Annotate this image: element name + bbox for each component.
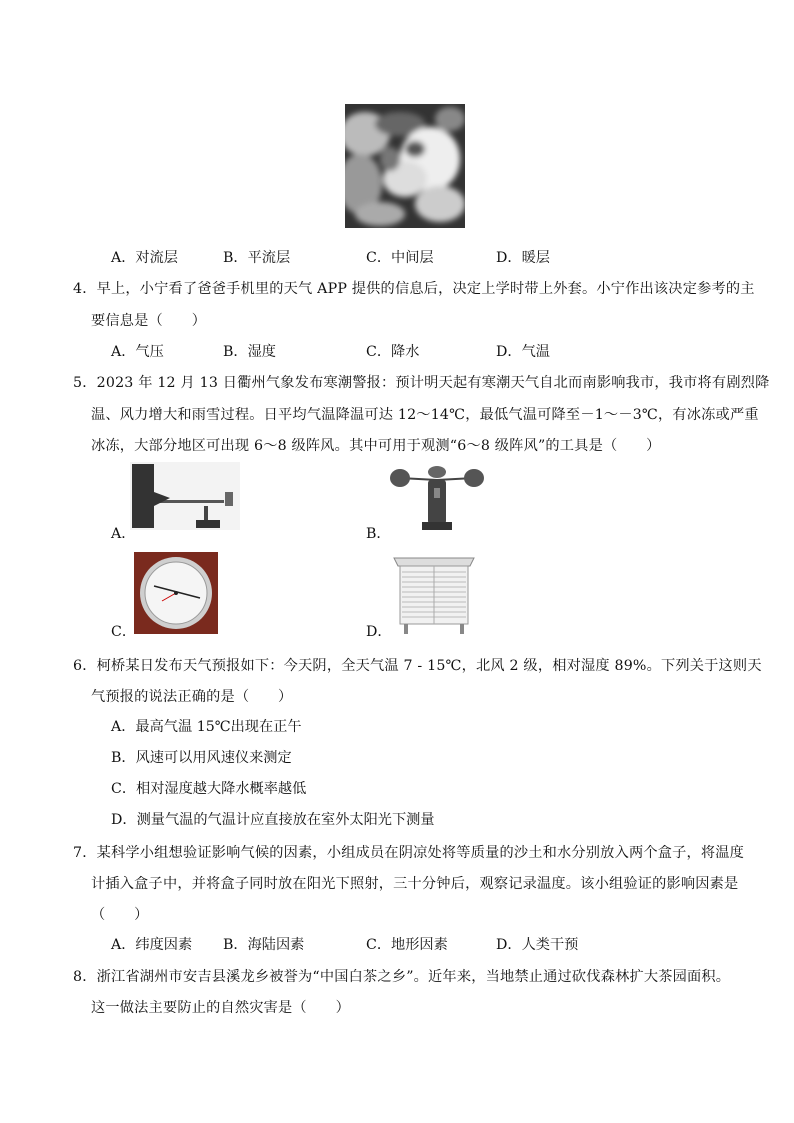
q8-text-line2: 这一做法主要防止的自然灾害是（ ） <box>91 1000 350 1016</box>
q7-option-a: A．纬度因素 <box>111 937 193 953</box>
q5-text-line1: 5．2023 年 12 月 13 日衢州气象发布寒潮警报：预计明天起有寒潮天气自北而南影响我市，我市将有剧烈降 <box>73 375 770 391</box>
q6-text-line1: 6．柯桥某日发布天气预报如下：今天阴，全天气温 7 - 15℃，北风 2 级，相对湿度 89%。下列关于这则天 <box>73 658 762 674</box>
satellite-cloud-image <box>345 104 465 228</box>
q7-text-line3: （ ） <box>91 907 149 923</box>
instrument-shelter-image <box>392 552 476 634</box>
q5-option-a: A． <box>111 526 136 542</box>
q7-option-d: D．人类干预 <box>496 937 579 953</box>
q5-text-line2: 温、风力增大和雨雪过程。日平均气温降温可达 12～14℃，最低气温可降至－1～－3℃，有冰冻或严重 <box>91 407 759 423</box>
q7-text-line1: 7．某科学小组想验证影响气候的因素，小组成员在阴凉处将等质量的沙土和水分别放入两个盒子，将温度 <box>73 845 745 861</box>
q4-text-line1: 4．早上，小宁看了爸爸手机里的天气 APP 提供的信息后，决定上学时带上外套。小宁作出该决定参考的主 <box>73 281 755 297</box>
q3-option-a: A．对流层 <box>111 250 178 266</box>
q6-option-a: A．最高气温 15℃出现在正午 <box>111 719 302 735</box>
wind-vane-image <box>130 462 240 530</box>
q7-text-line2: 计插入盒子中，并将盒子同时放在阳光下照射，三十分钟后，观察记录温度。该小组验证的影响因素是 <box>91 876 739 892</box>
q6-option-c: C．相对湿度越大降水概率越低 <box>111 781 307 797</box>
barometer-image <box>134 552 218 634</box>
q3-option-b: B．平流层 <box>223 250 291 266</box>
q5-option-d: D． <box>366 624 392 640</box>
q7-option-c: C．地形因素 <box>366 937 448 953</box>
q4-text-line2: 要信息是（ ） <box>91 313 207 329</box>
q6-option-b: B．风速可以用风速仪来测定 <box>111 750 292 766</box>
q5-text-line3: 冰冻，大部分地区可出现 6～8 级阵风。其中可用于观测“6～8 级阵风”的工具是（ ） <box>91 438 661 454</box>
q4-option-d: D．气温 <box>496 344 550 360</box>
q5-option-b: B． <box>366 526 391 542</box>
q3-option-d: D．暖层 <box>496 250 550 266</box>
q5-option-c: C． <box>111 624 137 640</box>
q4-option-b: B．湿度 <box>223 344 276 360</box>
q7-option-b: B．海陆因素 <box>223 937 305 953</box>
q6-text-line2: 气预报的说法正确的是（ ） <box>91 689 293 705</box>
q8-text-line1: 8．浙江省湖州市安吉县溪龙乡被誉为“中国白茶之乡”。近年来，当地禁止通过砍伐森林扩大茶园面积。 <box>73 969 731 985</box>
q6-option-d: D．测量气温的气温计应直接放在室外太阳光下测量 <box>111 812 435 828</box>
q3-option-c: C．中间层 <box>366 250 434 266</box>
anemometer-image <box>388 466 486 532</box>
q4-option-a: A．气压 <box>111 344 164 360</box>
q4-option-c: C．降水 <box>366 344 420 360</box>
